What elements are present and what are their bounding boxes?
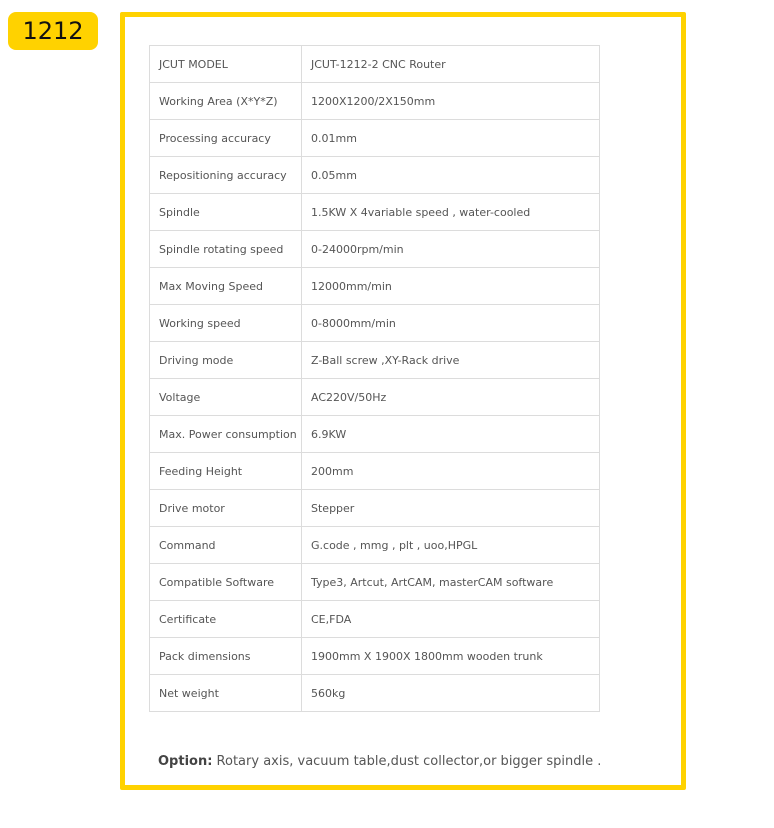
option-label: Option: xyxy=(158,754,213,769)
spec-label-cell: Max. Power consumption xyxy=(150,416,302,453)
table-row xyxy=(150,83,600,120)
spec-label-cell: JCUT MODEL xyxy=(150,46,302,83)
table-row xyxy=(150,46,600,83)
spec-value-cell: 200mm xyxy=(302,453,600,490)
spec-label-cell: Working speed xyxy=(150,305,302,342)
table-row xyxy=(150,638,600,675)
spec-value-cell: 12000mm/min xyxy=(302,268,600,305)
spec-value-cell: 0-8000mm/min xyxy=(302,305,600,342)
table-row xyxy=(150,268,600,305)
spec-label-cell: Compatible Software xyxy=(150,564,302,601)
spec-value-cell: Stepper xyxy=(302,490,600,527)
spec-label-cell: Pack dimensions xyxy=(150,638,302,675)
spec-label-cell: Certificate xyxy=(150,601,302,638)
table-row xyxy=(150,305,600,342)
spec-value-cell: Z-Ball screw ,XY-Rack drive xyxy=(302,342,600,379)
table-row xyxy=(150,157,600,194)
spec-label-cell: Repositioning accuracy xyxy=(150,157,302,194)
table-row xyxy=(150,342,600,379)
spec-label-cell: Driving mode xyxy=(150,342,302,379)
option-text: Rotary axis, vacuum table,dust collector,or bigger spindle . xyxy=(212,754,602,769)
spec-value-cell: 560kg xyxy=(302,675,600,712)
table-row xyxy=(150,194,600,231)
spec-label-cell: Feeding Height xyxy=(150,453,302,490)
table-row xyxy=(150,675,600,712)
spec-label-cell: Spindle xyxy=(150,194,302,231)
spec-value-cell: 1900mm X 1900X 1800mm wooden trunk xyxy=(302,638,600,675)
spec-value-cell: 1.5KW X 4variable speed , water-cooled xyxy=(302,194,600,231)
spec-label-cell: Command xyxy=(150,527,302,564)
spec-label-cell: Max Moving Speed xyxy=(150,268,302,305)
spec-label-cell: Voltage xyxy=(150,379,302,416)
option-line xyxy=(158,754,601,769)
table-row xyxy=(150,490,600,527)
spec-value-cell: CE,FDA xyxy=(302,601,600,638)
spec-label-cell: Net weight xyxy=(150,675,302,712)
spec-label-cell: Drive motor xyxy=(150,490,302,527)
spec-value-cell: 0-24000rpm/min xyxy=(302,231,600,268)
table-row xyxy=(150,120,600,157)
table-row xyxy=(150,453,600,490)
table-row xyxy=(150,564,600,601)
spec-value-cell: G.code , mmg , plt , uoo,HPGL xyxy=(302,527,600,564)
table-row xyxy=(150,231,600,268)
spec-label-cell: Processing accuracy xyxy=(150,120,302,157)
spec-value-cell: 1200X1200/2X150mm xyxy=(302,83,600,120)
spec-value-cell: JCUT-1212-2 CNC Router xyxy=(302,46,600,83)
model-badge: 1212 xyxy=(8,12,98,50)
spec-table-body xyxy=(150,46,600,712)
spec-value-cell: 6.9KW xyxy=(302,416,600,453)
spec-value-cell: 0.05mm xyxy=(302,157,600,194)
spec-label-cell: Working Area (X*Y*Z) xyxy=(150,83,302,120)
spec-value-cell: 0.01mm xyxy=(302,120,600,157)
spec-value-cell: AC220V/50Hz xyxy=(302,379,600,416)
table-row xyxy=(150,527,600,564)
table-row xyxy=(150,601,600,638)
spec-value-cell: Type3, Artcut, ArtCAM, masterCAM software xyxy=(302,564,600,601)
table-row xyxy=(150,416,600,453)
table-row xyxy=(150,379,600,416)
spec-table xyxy=(149,45,600,712)
spec-label-cell: Spindle rotating speed xyxy=(150,231,302,268)
